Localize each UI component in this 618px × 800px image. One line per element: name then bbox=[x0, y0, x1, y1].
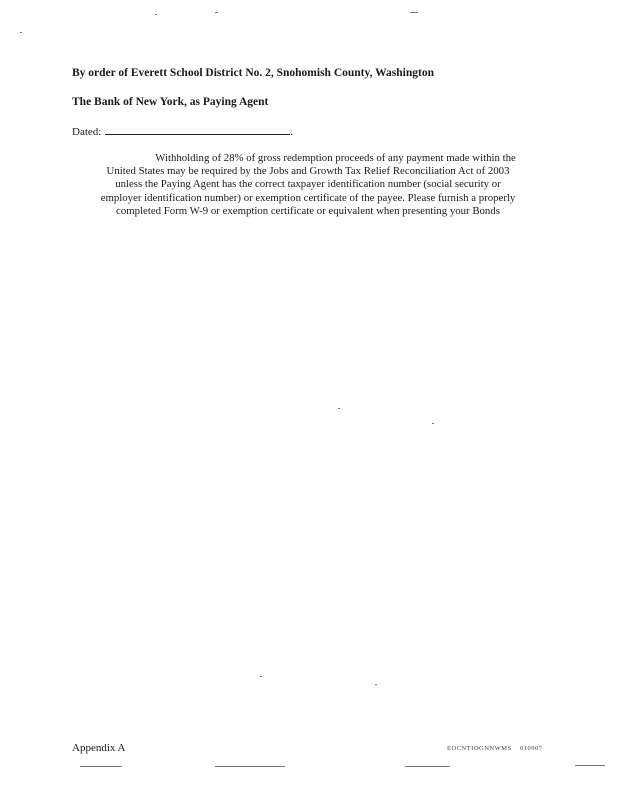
notice-line: unless the Paying Agent has the correct taxpayer identification number (social security or bbox=[115, 178, 501, 191]
dated-blank-line bbox=[105, 124, 290, 135]
dated-suffix: . bbox=[290, 126, 294, 138]
scan-speck bbox=[260, 676, 262, 677]
notice-line: employer identification number) or exemption certificate of the payee. Please furnish a properly bbox=[100, 191, 516, 204]
scan-speck bbox=[575, 765, 605, 766]
scan-speck bbox=[215, 12, 218, 13]
notice-line: completed Form W-9 or exemption certificate or equivalent when presenting your Bonds bbox=[116, 204, 500, 217]
order-statement: By order of Everett School District No. 2, Snohomish County, Washington bbox=[72, 67, 434, 79]
withholding-notice bbox=[72, 152, 544, 218]
scan-speck bbox=[155, 14, 157, 15]
scan-speck bbox=[432, 423, 434, 424]
scan-speck bbox=[405, 766, 450, 767]
dated-field bbox=[72, 124, 293, 138]
document-date-code: 010907 bbox=[520, 745, 543, 752]
scan-speck bbox=[338, 408, 340, 409]
scan-speck bbox=[215, 766, 285, 767]
notice-line: United States may be required by the Jobs and Growth Tax Relief Reconciliation Act of 2003 bbox=[106, 165, 510, 178]
notice-line: Withholding of 28% of gross redemption proceeds of any payment made within the bbox=[155, 152, 516, 164]
scan-speck bbox=[410, 12, 418, 13]
paying-agent-statement: The Bank of New York, as Paying Agent bbox=[72, 96, 269, 108]
scan-speck bbox=[80, 766, 122, 767]
scan-speck bbox=[375, 684, 377, 685]
dated-label: Dated: bbox=[72, 126, 102, 138]
document-code: EOCNTIOGNNWMS bbox=[447, 745, 512, 752]
appendix-label: Appendix A bbox=[72, 742, 126, 754]
scan-speck bbox=[20, 32, 22, 33]
